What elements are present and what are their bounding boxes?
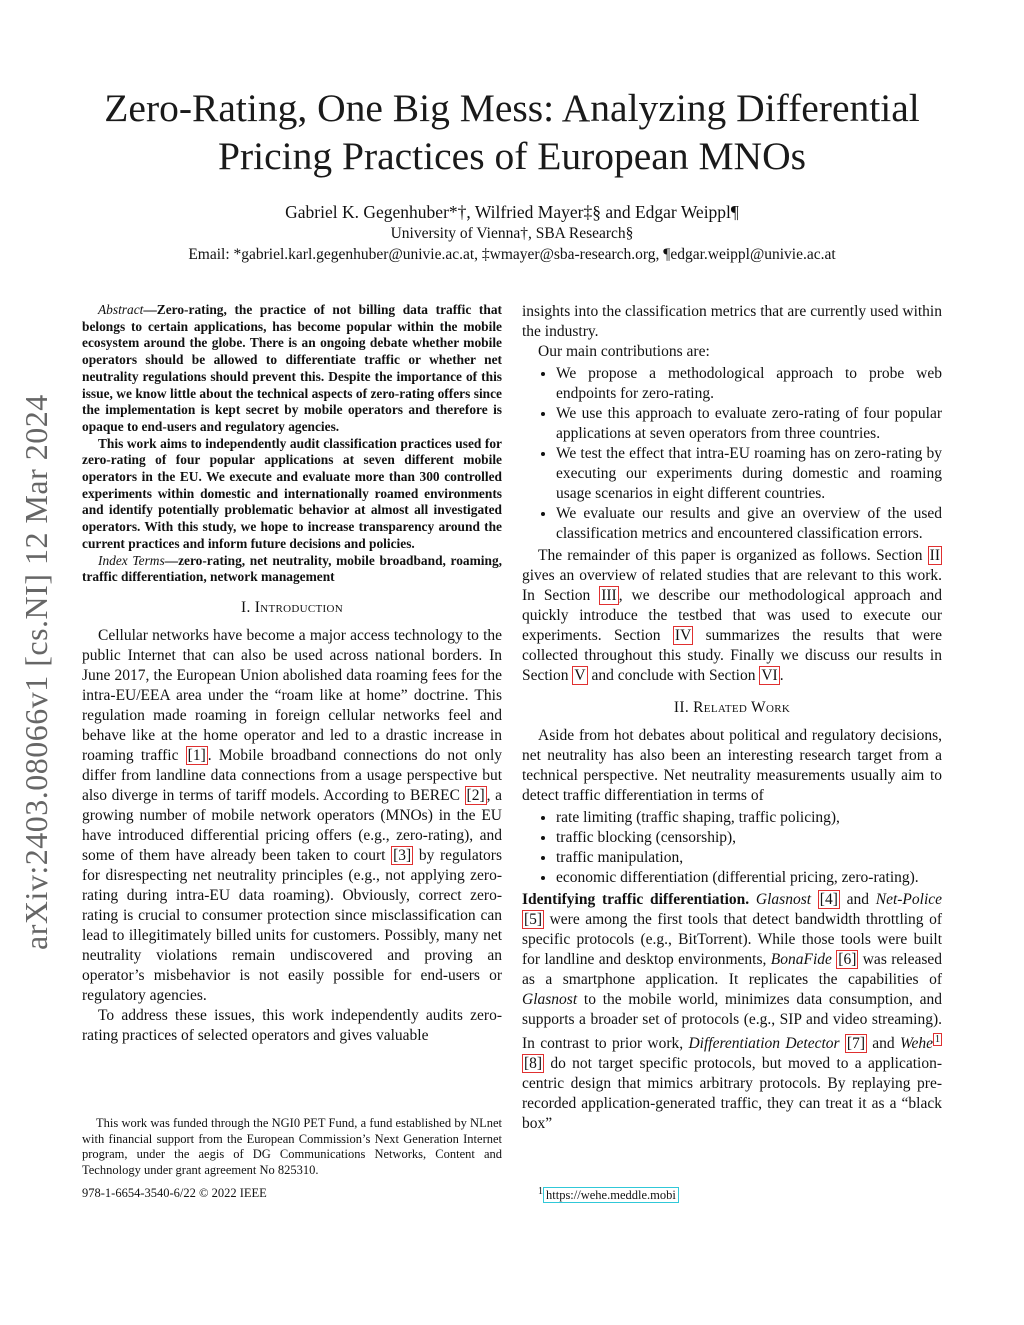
section-heading-introduction: I. Introduction (240, 598, 343, 616)
arxiv-sidebar (12, 375, 64, 955)
list-item: • traffic blocking (censorship), (556, 828, 942, 848)
affiliations: University of Vienna†, SBA Research§ (390, 225, 634, 242)
paper-title (0, 84, 1024, 180)
arxiv-identifier: arXiv:2403.08066v1 [cs.NI] 12 Mar 2024 (18, 394, 54, 950)
list-item: • We propose a methodological approach to probe web endpoints for zero-rating. (556, 364, 942, 404)
authors: Gabriel K. Gegenhuber*†, Wilfried Mayer‡§ and Edgar Weippl¶ (285, 202, 739, 222)
intro-paragraph-1: Cellular networks have become a major access technology to the public Internet that can also be used across national borders. In June 2017, the European Union abolished data roaming fees for the intra-EU/EEA area under the “roam like at home” doctrine. This regulation made roaming in foreign cellular networks feel and behave like at the home operator and led to a drastic increase in roaming traffic [1] . Mobile broadband connections do not only differ from landline data connections from a usage perspective but also diverge in terms of tariff models. According to BEREC [2] , a growing number of mobile network operators (MNOs) in the EU have introduced differential pricing offers (e.g., zero-rating), and some of them have already been taken to court [3] by regulators for disrespecting net neutrality principles (e.g., not applying zero-rating during intra-EU data roaming). Obviously, correct zero-rating is crucial to consumer protection since misclassification can lead to illegitimately billed units for customers. Possibly, many net neutrality violations remain undiscovered and proving an operator’s misbehavior is not easily possible for end-users or regulatory agencies. (82, 626, 503, 1004)
citation-link[interactable]: [6] (838, 951, 857, 968)
section-link[interactable]: III (601, 587, 617, 604)
list-item: • economic differentiation (differential pricing, zero-rating). (556, 868, 942, 888)
abstract-paragraph-2: This work aims to independently audit classification practices used for zero-rating of four popular applications at seven different mobile operators in the EU. We execute and evaluate more than 300 controlled experiments within domestic and internationally roamed environments and identify potentially problematic behavior at almost all investigated operators. With this study, we hope to increase transparency around the current practices and inform future decisions and policies. (82, 435, 502, 551)
section-heading-related-work: II. Related Work (673, 699, 791, 716)
citation-link[interactable]: [2] (466, 786, 485, 804)
author-emails: Email: *gabriel.karl.gegenhuber@univie.ac.at, ‡wmayer@sba-research.org, ¶edgar.weippl@univie.ac.at (188, 246, 836, 263)
citation-link[interactable]: [5] (524, 911, 543, 928)
list-item: • traffic manipulation, (556, 848, 942, 868)
section-link[interactable]: V (574, 667, 586, 684)
intro-paragraph-2-continued: insights into the classification metrics that are currently used within the industry. (522, 303, 942, 340)
abstract-label: Abstract (98, 302, 144, 317)
list-item: • We evaluate our results and give an overview of the used classification metrics and encountered classification errors. (556, 504, 942, 544)
differentiation-list (522, 808, 942, 888)
contributions-intro: Our main contributions are: (538, 343, 710, 360)
right-column (522, 302, 942, 1134)
abstract-text: —Zero-rating, the practice of not billing data traffic that belongs to certain applications, has become popular within the mobile ecosystem around the globe. There is an ongoing debate whether mobile operators should be allowed to differentiate traffic or whether net neutrality regulations should prevent this. Despite the importance of this issue, we know little about the technical aspects of zero-rating offers since the implementation is kept secret by mobile operators and therefore is opaque to end-users and regulatory agencies. (82, 302, 502, 434)
citation-link[interactable]: [7] (846, 1035, 865, 1053)
citation-link[interactable]: [3] (393, 846, 412, 864)
footnote-number: 1 (538, 1186, 543, 1197)
section-link[interactable]: II (929, 547, 940, 564)
url-link[interactable]: https://wehe.meddle.mobi (543, 1187, 679, 1203)
url-footnote (538, 1186, 679, 1203)
left-column (82, 302, 502, 1046)
index-terms-text: —zero-rating, net neutrality, mobile broadband, roaming, traffic differentiation, network management (82, 552, 502, 585)
list-item: • We test the effect that intra-EU roaming has on zero-rating by executing our experiments during domestic and roaming usage scenarios in eight different countries. (556, 444, 942, 504)
list-item: • rate limiting (traffic shaping, traffic policing), (556, 808, 942, 828)
identifying-traffic-paragraph: Identifying traffic differentiation. Glasnost [4] and Net-Police [5] were among the first tools that detect bandwidth throttling of specific protocols (e.g., BitTorrent). While those tools were built for landline and desktop environments, BonaFide [6] was released as a smartphone application. It replicates the capabilities of Glasnost to the mobile world, minimizes data consumption, and supports a broader set of protocols (e.g., SIP and video streaming). In contrast to prior work, Differentiation Detector [7] and Wehe $^1$ [8] do not target specific protocols, but moved to a application-centric design that mimics arbitrary protocols. By replaying pre-recorded application-generated traffic, they can treat it as a “black box” (522, 891, 943, 1133)
citation-link[interactable]: [8] (524, 1055, 543, 1073)
section-link[interactable]: IV (674, 627, 692, 644)
abstract (82, 302, 502, 436)
citation-link[interactable]: [4] (819, 891, 838, 908)
paragraph-heading: Identifying traffic differentiation. (522, 891, 750, 908)
title-line-1: Zero-Rating, One Big Mess: Analyzing Differential (104, 86, 920, 130)
index-terms (82, 553, 502, 586)
citation-link[interactable]: [1] (187, 746, 206, 764)
section-link[interactable]: VI (761, 667, 778, 684)
organization-paragraph: The remainder of this paper is organized as follows. Section II gives an overview of related studies that are relevant to this work. In Section III , we describe our methodological approach and quickly introduce the testbed that was used to execute our experiments. Section IV summarizes the results that were collected throughout this study. Finally we discuss our results in Section V and conclude with Section VI . (522, 547, 943, 684)
funding-footnote: This work was funded through the NGI0 PET Fund, a fund established by NLnet with financial support from the European Commission’s Next Generation Internet program, under the aegis of DG Communications Networks, Content and Technology under grant agreement No 825310. (82, 1116, 502, 1177)
copyright-notice: 978-1-6654-3540-6/22 © 2022 IEEE (82, 1186, 267, 1200)
title-line-2: Pricing Practices of European MNOs (218, 134, 806, 178)
footnote-link[interactable]: 1 (935, 1034, 940, 1045)
related-work-paragraph: Aside from hot debates about political and regulatory decisions, net neutrality has also been an interesting research target from a technical perspective. Net neutrality measurements usually aim to detect traffic differentiation in terms of (522, 727, 942, 804)
index-terms-label: Index Terms (98, 552, 165, 568)
intro-paragraph-2: To address these issues, this work independently audits zero-rating practices of selected operators and gives valuable (82, 1006, 502, 1044)
contributions-list (522, 364, 942, 544)
list-item: • We use this approach to evaluate zero-rating of four popular applications at seven operators from three countries. (556, 404, 942, 444)
